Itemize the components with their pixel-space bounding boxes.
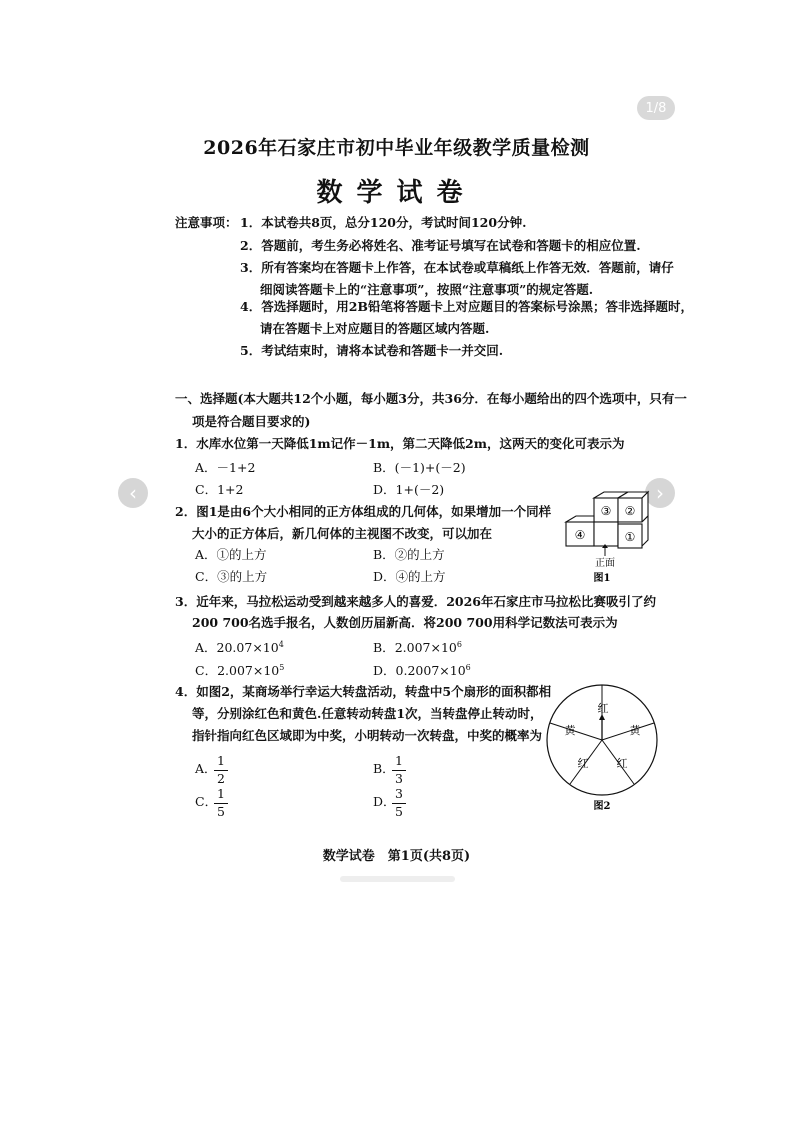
sector-label: 黄 [564,724,576,737]
question-stem: 4．如图2，某商场举行幸运大转盘活动，转盘中5个扇形的面积都相 [175,684,552,699]
question-stem: 大小的正方体后，新几何体的主视图不改变，可以加在 [192,526,493,541]
figure-1-cubes [558,488,658,586]
sector-label: 红 [577,757,589,770]
option-d-fraction: $\frac{3}{5}$ [392,788,406,818]
option-a-fraction: $\frac{1}{2}$ [214,755,228,785]
sector-label: 红 [616,757,628,770]
section-header: 一、选择题(本大题共12个小题，每小题3分，共36分．在每小题给出的四个选项中，只有一 [175,391,687,406]
option-a: A．$20.07\times 10^4$ [195,640,284,656]
notice-item: 请在答题卡上对应题目的答题区域内答题. [260,321,490,336]
notice-item: 细阅读答题卡上的“注意事项”，按照“注意事项”的规定答题. [260,282,594,297]
question-stem: 2．图1是由6个大小相同的正方体组成的几何体，如果增加一个同样 [175,504,552,519]
subject-title: 数学试卷 [316,178,477,208]
option-d: D．④的上方 [373,569,446,584]
option-b-fraction: $\frac{1}{3}$ [392,755,406,785]
notice-label: 注意事项： [175,215,238,230]
option-b: B．(－1)+(－2) [373,460,466,475]
option-d-label: D． [373,794,396,809]
option-c: C．1+2 [195,482,244,497]
question-stem: 指针指向红色区域即为中奖，小明转动一次转盘，中奖的概率为 [192,728,543,743]
option-a: A．①的上方 [195,547,267,562]
option-c: C．③的上方 [195,569,268,584]
page-indicator: 1/8 [637,96,675,120]
question-stem: 3．近年来，马拉松运动受到越来越多人的喜爱．2026年石家庄市马拉松比赛吸引了约 [175,594,656,609]
option-b: B．$2.007\times 10^6$ [373,640,462,656]
cube-label: ④ [574,528,586,542]
question-stem: 1．水库水位第一天降低1m记作－1m，第二天降低2m，这两天的变化可表示为 [175,436,625,451]
question-stem: 等，分别涂红色和黄色.任意转动转盘1次，当转盘停止转动时， [192,706,543,721]
sector-label: 红 [597,702,609,715]
option-b: B．②的上方 [373,547,445,562]
option-d: D．1+(－2) [373,482,445,497]
question-stem: 200 700名选手报名，人数创历届新高．将200 700用科学记数法可表示为 [192,615,618,630]
notice-item: 4．答选择题时，用2B铅笔将答题卡上对应题目的答案标号涂黑；答非选择题时， [240,299,693,314]
notice-item: 2．答题前，考生务必将姓名、准考证号填写在试卷和答题卡的相应位置. [240,238,641,253]
section-header: 项是符合题目要求的) [192,414,311,429]
option-a-label: A． [195,761,217,776]
notice-item: 3．所有答案均在答题卡上作答，在本试卷或草稿纸上作答无效．答题前，请仔 [240,260,674,275]
notice-item: 1．本试卷共8页，总分120分，考试时间120分钟. [240,215,527,230]
option-b-label: B． [373,761,395,776]
sector-label: 黄 [629,724,641,737]
cube-label: ② [624,504,636,518]
option-c-fraction: $\frac{1}{5}$ [214,788,228,818]
chevron-right-icon: › [656,481,664,505]
prev-page-button[interactable] [118,478,148,508]
option-a: A．－1+2 [195,460,256,475]
notice-item: 5．考试结束时，请将本试卷和答题卡一并交回. [240,343,504,358]
cube-label: ① [624,530,636,544]
figure-caption: 图2 [593,801,611,812]
option-c: C．$2.007\times 10^5$ [195,663,285,679]
exam-title: 2026年石家庄市初中毕业年级教学质量检测 [203,137,590,159]
figure-2-spinner [540,682,665,814]
page-bleed [340,876,455,882]
front-view-label: 正面 [595,558,615,569]
option-d: D．$0.2007\times 10^6$ [373,663,471,679]
page-footer: 数学试卷 第1页(共8页) [322,849,471,864]
figure-caption: 图1 [593,573,611,584]
chevron-left-icon: ‹ [129,481,137,505]
option-c-label: C． [195,794,218,809]
cube-label: ③ [600,504,612,518]
